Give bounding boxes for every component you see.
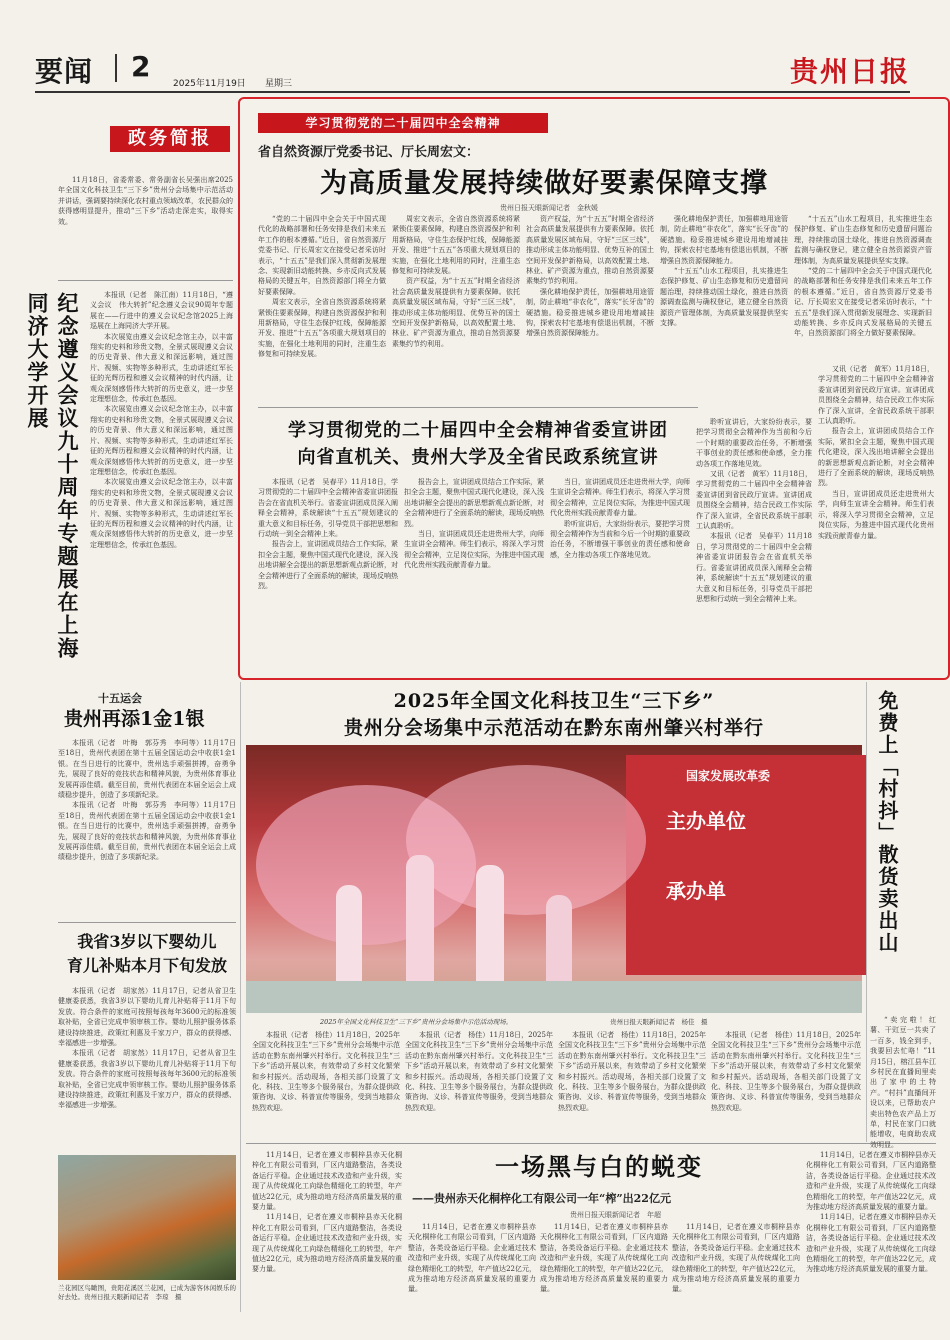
- feature-col-4: 强化耕地保护责任，加强耕地用途管制，防止耕地“非农化”，落实“长牙齿”的硬措施。稳妥推进城乡建设用地增减挂钩，探索农村宅基地有偿退出机制，不断增强自然资源保障能力。 “十五五”山水工程项目，扎实推进生态保护修复、矿山生态修复和历史遗留问题治理，持续推动国土绿化，推进自然资源调查监测与确权登记，建立健全自然资源资产管理体制，为高质量发展提供坚实支撑。: [660, 215, 788, 328]
- photo-headline: 2025年全国文化科技卫生“三下乡” 贵州分会场集中示范活动在黔东南州肇兴村举行: [343, 690, 764, 739]
- propaganda-col-4: 聆听宣讲后，大家纷纷表示，要把学习贯彻全会精神作为当前和今后一个时期的重要政治任务，不断增强干事创业的责任感和使命感，全力推动各项工作落地见效。 又讯（记者 黄军）11月18日，学习贯彻党的二十届四中全会精神省委宣讲团到省民政厅宣讲。宣讲团成员围绕全会精神，结合民政工作实际作了深入宣讲，全省民政系统干部职工认真聆听。 本报讯（记者 吴春平）11月18日，学习贯彻党的二十届四中全会精神省委宣讲团报告会在省直机关举行。省委宣讲团成员深入阐释全会精神，系统解读“十五五”规划建议的重大意义和目标任务，引导党员干部把思想和行动统一到全会精神上来。: [696, 418, 812, 603]
- feature-col-5: “十五五”山水工程项目，扎实推进生态保护修复、矿山生态修复和历史遗留问题治理，持续推动国土绿化，推进自然资源调查监测与确权登记，建立健全自然资源资产管理体制，为高质量发展提供坚实支撑。 “党的二十届四中全会关于中国式现代化的战略部署和任务安排是我们未来五年工作的根本遵循。”近日，省自然资源厅党委书记、厅长周宏文在接受记者采访时表示，“十五五”是我们深入贯彻新发展理念、实现新旧动能转换、乡亦反向式发展格局的关键五年，自然资源部门将全力做好要素保障。: [794, 215, 932, 338]
- dancer-4: [546, 895, 572, 995]
- left-col-rule: [240, 682, 241, 1312]
- dancer-1: [336, 885, 362, 995]
- propaganda-headline: 学习贯彻党的二十届四中全会精神省委宣讲团 向省直机关、贵州大学及全省民政系统宣讲: [288, 420, 668, 468]
- feature-col-1: “党的二十届四中全会关于中国式现代化的战略部署和任务安排是我们未来五年工作的根本遵循。”近日，省自然资源厅党委书记、厅长周宏文在接受记者采访时表示，“十五五”是我们深入贯彻新发展理念、实现新旧动能转换、乡亦反向式发展格局的关键五年，自然资源部门将全力做好要素保障。 周宏文表示，全省自然资源系统将紧紧锁住要素保障，构建自然资源保护和利用新格局，守住生态保护红线，保障能源开发、推进“十五五”各项重大规划项目的实施，在强化土地利用的同时，注重生态修复和可持续发展。: [258, 215, 386, 359]
- company-col-3: 11月14日，记者在遵义市桐梓县赤天化桐梓化工有限公司看到，厂区内道路整洁，各类设备运行平稳。企业通过技术改造和产业升级，实现了从传统煤化工向绿色精细化工的转型，年产值达22亿元，成为推动地方经济高质量发展的重要力量。: [540, 1223, 668, 1294]
- sports-body: 本报讯（记者 叶梅 郭芬秀 李珂等）11月17日至18日，贵州代表团在第十五届全国运动会中收获1金1银。在当日进行的比赛中，贵州选手顽强拼搏，奋勇争先，展现了良好的竞技状态和精神风貌，为贵州体育事业发展再添佳绩。截至目前，贵州代表团在本届全运会上成绩稳步提升，创造了多项新纪录。 本报讯（记者 叶梅 郭芬秀 李珂等）11月17日至18日，贵州代表团在第十五届全国运动会中收获1金1银。在当日进行的比赛中，贵州选手顽强拼搏，奋勇争先，展现了良好的竞技状态和精神风貌，为贵州体育事业发展再添佳绩。截至目前，贵州代表团在本届全运会上成绩稳步提升，创造了多项新纪录。: [58, 739, 236, 862]
- propaganda-col-2: 报告会上，宣讲团成员结合工作实际，紧扣全会主题，聚焦中国式现代化建设，深入浅出地讲解全会提出的新思想新观点新论断，对全会精神进行了全面系统的解读，现场反响热烈。 当日，宣讲团成员还走进贵州大学，向师生宣讲全会精神。师生们表示，将深入学习贯彻全会精神，立足岗位实际，为推进中国式现代化贵州实践贡献青春力量。: [404, 478, 544, 570]
- memorial-title: 纪念遵义会议九十周年专题展在上海同济大学开展: [25, 292, 80, 660]
- propaganda-col-1: 本报讯（记者 吴春平）11月18日，学习贯彻党的二十届四中全会精神省委宣讲团报告会在省直机关举行。省委宣讲团成员深入阐释全会精神，系统解读“十五五”规划建议的重大意义和目标任务，引导党员干部把思想和行动统一到全会精神上来。 报告会上，宣讲团成员结合工作实际，紧扣全会主题，聚焦中国式现代化建设，深入浅出地讲解全会提出的新思想新观点新论断，对全会精神进行了全面系统的解读，现场反响热烈。: [258, 478, 398, 591]
- brief-lead: 11月18日，省委常委、常务副省长吴强出席2025年全国文化科技卫生“三下乡”贵州分会场集中示范活动并讲话，强调要持续深化农村重点领域改革，农民群众的获得感明显提升，推动“三下乡”活动走深走实，取得实效。: [58, 176, 233, 226]
- feature-headline: 为高质量发展持续做好要素保障支撑: [320, 168, 768, 199]
- photo-credit: 贵州日报天眼新闻记者 杨佳 摄: [610, 1018, 708, 1026]
- page-number: 2: [131, 50, 151, 83]
- feature-divider: [258, 407, 698, 408]
- photo-story-col-2: 本报讯（记者 杨佳）11月18日，2025年全国文化科技卫生“三下乡”贵州分会场集中示范活动在黔东南州肇兴村举行。文化科技卫生“三下乡”活动开展以来，有效带动了乡村文化繁荣和乡村振兴。活动现场，各相关部门设置了文化、科技、卫生等多个服务展台，为群众提供政策咨询、义诊、科普宣传等服务，受到当地群众热烈欢迎。: [405, 1031, 553, 1112]
- backdrop-text-3: 承办单: [666, 879, 726, 903]
- dancer-2: [406, 855, 434, 995]
- issue-date: 2025年11月19日: [173, 79, 246, 89]
- feature-kicker: 省自然资源厅党委书记、厅长周宏文：: [258, 145, 480, 160]
- memorial-body: 本报讯（记者 陈江南）11月18日，“遵义会议 伟大转折”纪念遵义会议90周年专题展在——行进中的遵义会议纪念馆2025上海巡展在上海同济大学开展。 本次展览由遵义会议纪念馆主办，以丰富翔实的史料和珍贵文物，全景式展现遵义会议的历史背景、伟大意义和深远影响，通过图片、视频、实物等多种形式，生动讲述红军长征的光辉历程和遵义会议精神的时代内涵，让观众深刻感悟伟大转折的历史意义，进一步坚定理想信念，传承红色基因。 本次展览由遵义会议纪念馆主办，以丰富翔实的史料和珍贵文物，全景式展现遵义会议的历史背景、伟大意义和深远影响，通过图片、视频、实物等多种形式，生动讲述红军长征的光辉历程和遵义会议精神的时代内涵，让观众深刻感悟伟大转折的历史意义，进一步坚定理想信念，传承红色基因。 本次展览由遵义会议纪念馆主办，以丰富翔实的史料和珍贵文物，全景式展现遵义会议的历史背景、伟大意义和深远影响，通过图片、视频、实物等多种形式，生动讲述红军长征的光辉历程和遵义会议精神的时代内涵，让观众深刻感悟伟大转折的历史意义，进一步坚定理想信念，传承红色基因。: [90, 291, 233, 549]
- company-subhead: ——贵州赤天化桐梓化工有限公司一年“榨”出22亿元: [412, 1192, 671, 1205]
- section-divider: [115, 54, 117, 82]
- village-rule: [866, 682, 867, 1142]
- company-col-5: 11月14日，记者在遵义市桐梓县赤天化桐梓化工有限公司看到，厂区内道路整洁，各类设备运行平稳。企业通过技术改造和产业升级，实现了从传统煤化工向绿色精细化工的转型，年产值达22亿元，成为推动地方经济高质量发展的重要力量。 11月14日，记者在遵义市桐梓县赤天化桐梓化工有限公司看到，厂区内道路整洁，各类设备运行平稳。企业通过技术改造和产业升级，实现了从传统煤化工向绿色精细化工的转型，年产值达22亿元，成为推动地方经济高质量发展的重要力量。: [806, 1151, 936, 1274]
- paper-logo: 贵州日报: [789, 55, 910, 88]
- village-body: “卖完啦！红薯、干豇豆一共卖了一百多，钱全到手，我要回去忙咯！”11月15日，榕江县车江乡村民在直播间里卖出了家中的土特产。“村抖”直播间开设以来，已帮助农户卖出特色农产品上万单，村民在家门口就能增收，电商助农成效明显。: [870, 1016, 936, 1149]
- childcare-headline: 我省3岁以下婴幼儿 育儿补贴本月下旬发放: [66, 932, 227, 975]
- silk-ribbon-center: [406, 765, 646, 915]
- company-col-4: 11月14日，记者在遵义市桐梓县赤天化桐梓化工有限公司看到，厂区内道路整洁，各类设备运行平稳。企业通过技术改造和产业升级，实现了从传统煤化工向绿色精细化工的转型，年产值达22亿元，成为推动地方经济高质量发展的重要力量。: [672, 1223, 800, 1294]
- feature-byline: 贵州日报天眼新闻记者 金秋媛: [500, 204, 598, 212]
- childcare-body: 本报讯（记者 胡家然）11月17日，记者从省卫生健康委获悉，我省3岁以下婴幼儿育儿补贴将于11月下旬发放。符合条件的家庭可按照每孩每年3600元的标准领取补贴，全省已完成申领审核工作。婴幼儿照护服务体系建设持续推进，政策红利惠及千家万户，群众的获得感、幸福感进一步增强。 本报讯（记者 胡家然）11月17日，记者从省卫生健康委获悉，我省3岁以下婴幼儿育儿补贴将于11月下旬发放。符合条件的家庭可按照每孩每年3600元的标准领取补贴，全省已完成申领审核工作。婴幼儿照护服务体系建设持续推进，政策红利惠及千家万户，群众的获得感、幸福感进一步增强。: [58, 987, 236, 1110]
- company-col-1: 11月14日，记者在遵义市桐梓县赤天化桐梓化工有限公司看到，厂区内道路整洁，各类设备运行平稳。企业通过技术改造和产业升级，实现了从传统煤化工向绿色精细化工的转型，年产值达22亿元，成为推动地方经济高质量发展的重要力量。 11月14日，记者在遵义市桐梓县赤天化桐梓化工有限公司看到，厂区内道路整洁，各类设备运行平稳。企业通过技术改造和产业升级，实现了从传统煤化工向绿色精细化工的转型，年产值达22亿元，成为推动地方经济高质量发展的重要力量。: [252, 1151, 402, 1274]
- photo-story-col-4: 本报讯（记者 杨佳）11月18日，2025年全国文化科技卫生“三下乡”贵州分会场集中示范活动在黔东南州肇兴村举行。文化科技卫生“三下乡”活动开展以来，有效带动了乡村文化繁荣和乡村振兴。活动现场，各相关部门设置了文化、科技、卫生等多个服务展台，为群众提供政策咨询、义诊、科普宣传等服务，受到当地群众热烈欢迎。: [711, 1031, 861, 1112]
- village-title: 免费上「村抖」散货卖出山: [875, 690, 899, 954]
- feature-col-3: 资产权益，为“十五五”时期全省经济社会高质量发展提供有力要素保障。依托高质量发展区域布局，守好“三区三线”，推动形成主体功能明显、优势互补的国土空间开发保护新格局，以高效配置土地、林业、矿产资源为重点，推动自然资源要素集约节约利用。 强化耕地保护责任，加强耕地用途管制，防止耕地“非农化”，落实“长牙齿”的硬措施。稳妥推进城乡建设用地增减挂钩，探索农村宅基地有偿退出机制，不断增强自然资源保障能力。: [526, 215, 654, 338]
- masthead-rule: [35, 91, 910, 93]
- company-headline: 一场黑与白的蜕变: [495, 1152, 703, 1181]
- issue-weekday: 星期三: [265, 79, 293, 89]
- landscape-photo: [58, 1155, 236, 1280]
- stage-floor: [246, 981, 862, 1013]
- propaganda-col-5: 又讯（记者 黄军）11月18日，学习贯彻党的二十届四中全会精神省委宣讲团到省民政厅宣讲。宣讲团成员围绕全会精神，结合民政工作实际作了深入宣讲，全省民政系统干部职工认真聆听。 报告会上，宣讲团成员结合工作实际，紧扣全会主题，聚焦中国式现代化建设，深入浅出地讲解全会提出的新思想新观点新论断，对全会精神进行了全面系统的解读，现场反响热烈。 当日，宣讲团成员还走进贵州大学，向师生宣讲全会精神。师生们表示，将深入学习贯彻全会精神，立足岗位实际，为推进中国式现代化贵州实践贡献青春力量。: [818, 365, 934, 540]
- photo-story-col-1: 本报讯（记者 杨佳）11月18日，2025年全国文化科技卫生“三下乡”贵州分会场集中示范活动在黔东南州肇兴村举行。文化科技卫生“三下乡”活动开展以来，有效带动了乡村文化繁荣和乡村振兴。活动现场，各相关部门设置了文化、科技、卫生等多个服务展台，为群众提供政策咨询、义诊、科普宣传等服务，受到当地群众热烈欢迎。: [252, 1031, 400, 1112]
- sports-rule: [58, 922, 236, 923]
- backdrop-text-1: 国家发展改革委: [686, 769, 771, 783]
- feature-banner: 学习贯彻党的二十届四中全会精神: [258, 113, 548, 133]
- feature-box: [238, 97, 950, 680]
- backdrop-text-2: 主办单位: [666, 809, 746, 833]
- company-byline: 贵州日报天眼新闻记者 年超: [570, 1211, 661, 1219]
- brief-label: 政务简报: [110, 126, 230, 152]
- company-col-2: 11月14日，记者在遵义市桐梓县赤天化桐梓化工有限公司看到，厂区内道路整洁，各类设备运行平稳。企业通过技术改造和产业升级，实现了从传统煤化工向绿色精细化工的转型，年产值达22亿元，成为推动地方经济高质量发展的重要力量。: [408, 1223, 536, 1294]
- brief-rule: [58, 280, 233, 281]
- sports-kicker: 十五运会: [98, 692, 142, 705]
- company-rule: [246, 1143, 936, 1144]
- dance-photo: [246, 745, 862, 1013]
- stage-backdrop: [626, 755, 866, 975]
- sports-headline: 贵州再添1金1银: [64, 708, 205, 730]
- photo-caption: 2025年全国文化科技卫生“三下乡”贵州分会场集中示范活动现场。: [320, 1018, 513, 1026]
- landscape-caption: 兰花园区鸟瞰图，贵阳花溪区兰花园，已成为游客休闲娱乐的好去处。贵州日报天眼新闻记者 李琼 摄: [58, 1284, 236, 1301]
- section-name: 要闻: [35, 55, 94, 88]
- photo-story-col-3: 本报讯（记者 杨佳）11月18日，2025年全国文化科技卫生“三下乡”贵州分会场集中示范活动在黔东南州肇兴村举行。文化科技卫生“三下乡”活动开展以来，有效带动了乡村文化繁荣和乡村振兴。活动现场，各相关部门设置了文化、科技、卫生等多个服务展台，为群众提供政策咨询、义诊、科普宣传等服务，受到当地群众热烈欢迎。: [558, 1031, 706, 1112]
- masthead: [35, 50, 910, 90]
- dancer-3: [476, 865, 504, 995]
- feature-col-2: 周宏文表示，全省自然资源系统将紧紧锁住要素保障，构建自然资源保护和利用新格局，守住生态保护红线，保障能源开发、推进“十五五”各项重大规划项目的实施，在强化土地利用的同时，注重生态修复和可持续发展。 资产权益，为“十五五”时期全省经济社会高质量发展提供有力要素保障。依托高质量发展区域布局，守好“三区三线”，推动形成主体功能明显、优势互补的国土空间开发保护新格局，以高效配置土地、林业、矿产资源为重点，推动自然资源要素集约节约利用。: [392, 215, 520, 348]
- propaganda-col-3: 当日，宣讲团成员还走进贵州大学，向师生宣讲全会精神。师生们表示，将深入学习贯彻全会精神，立足岗位实际，为推进中国式现代化贵州实践贡献青春力量。 聆听宣讲后，大家纷纷表示，要把学习贯彻全会精神作为当前和今后一个时期的重要政治任务，不断增强干事创业的责任感和使命感，全力推动各项工作落地见效。: [550, 478, 690, 559]
